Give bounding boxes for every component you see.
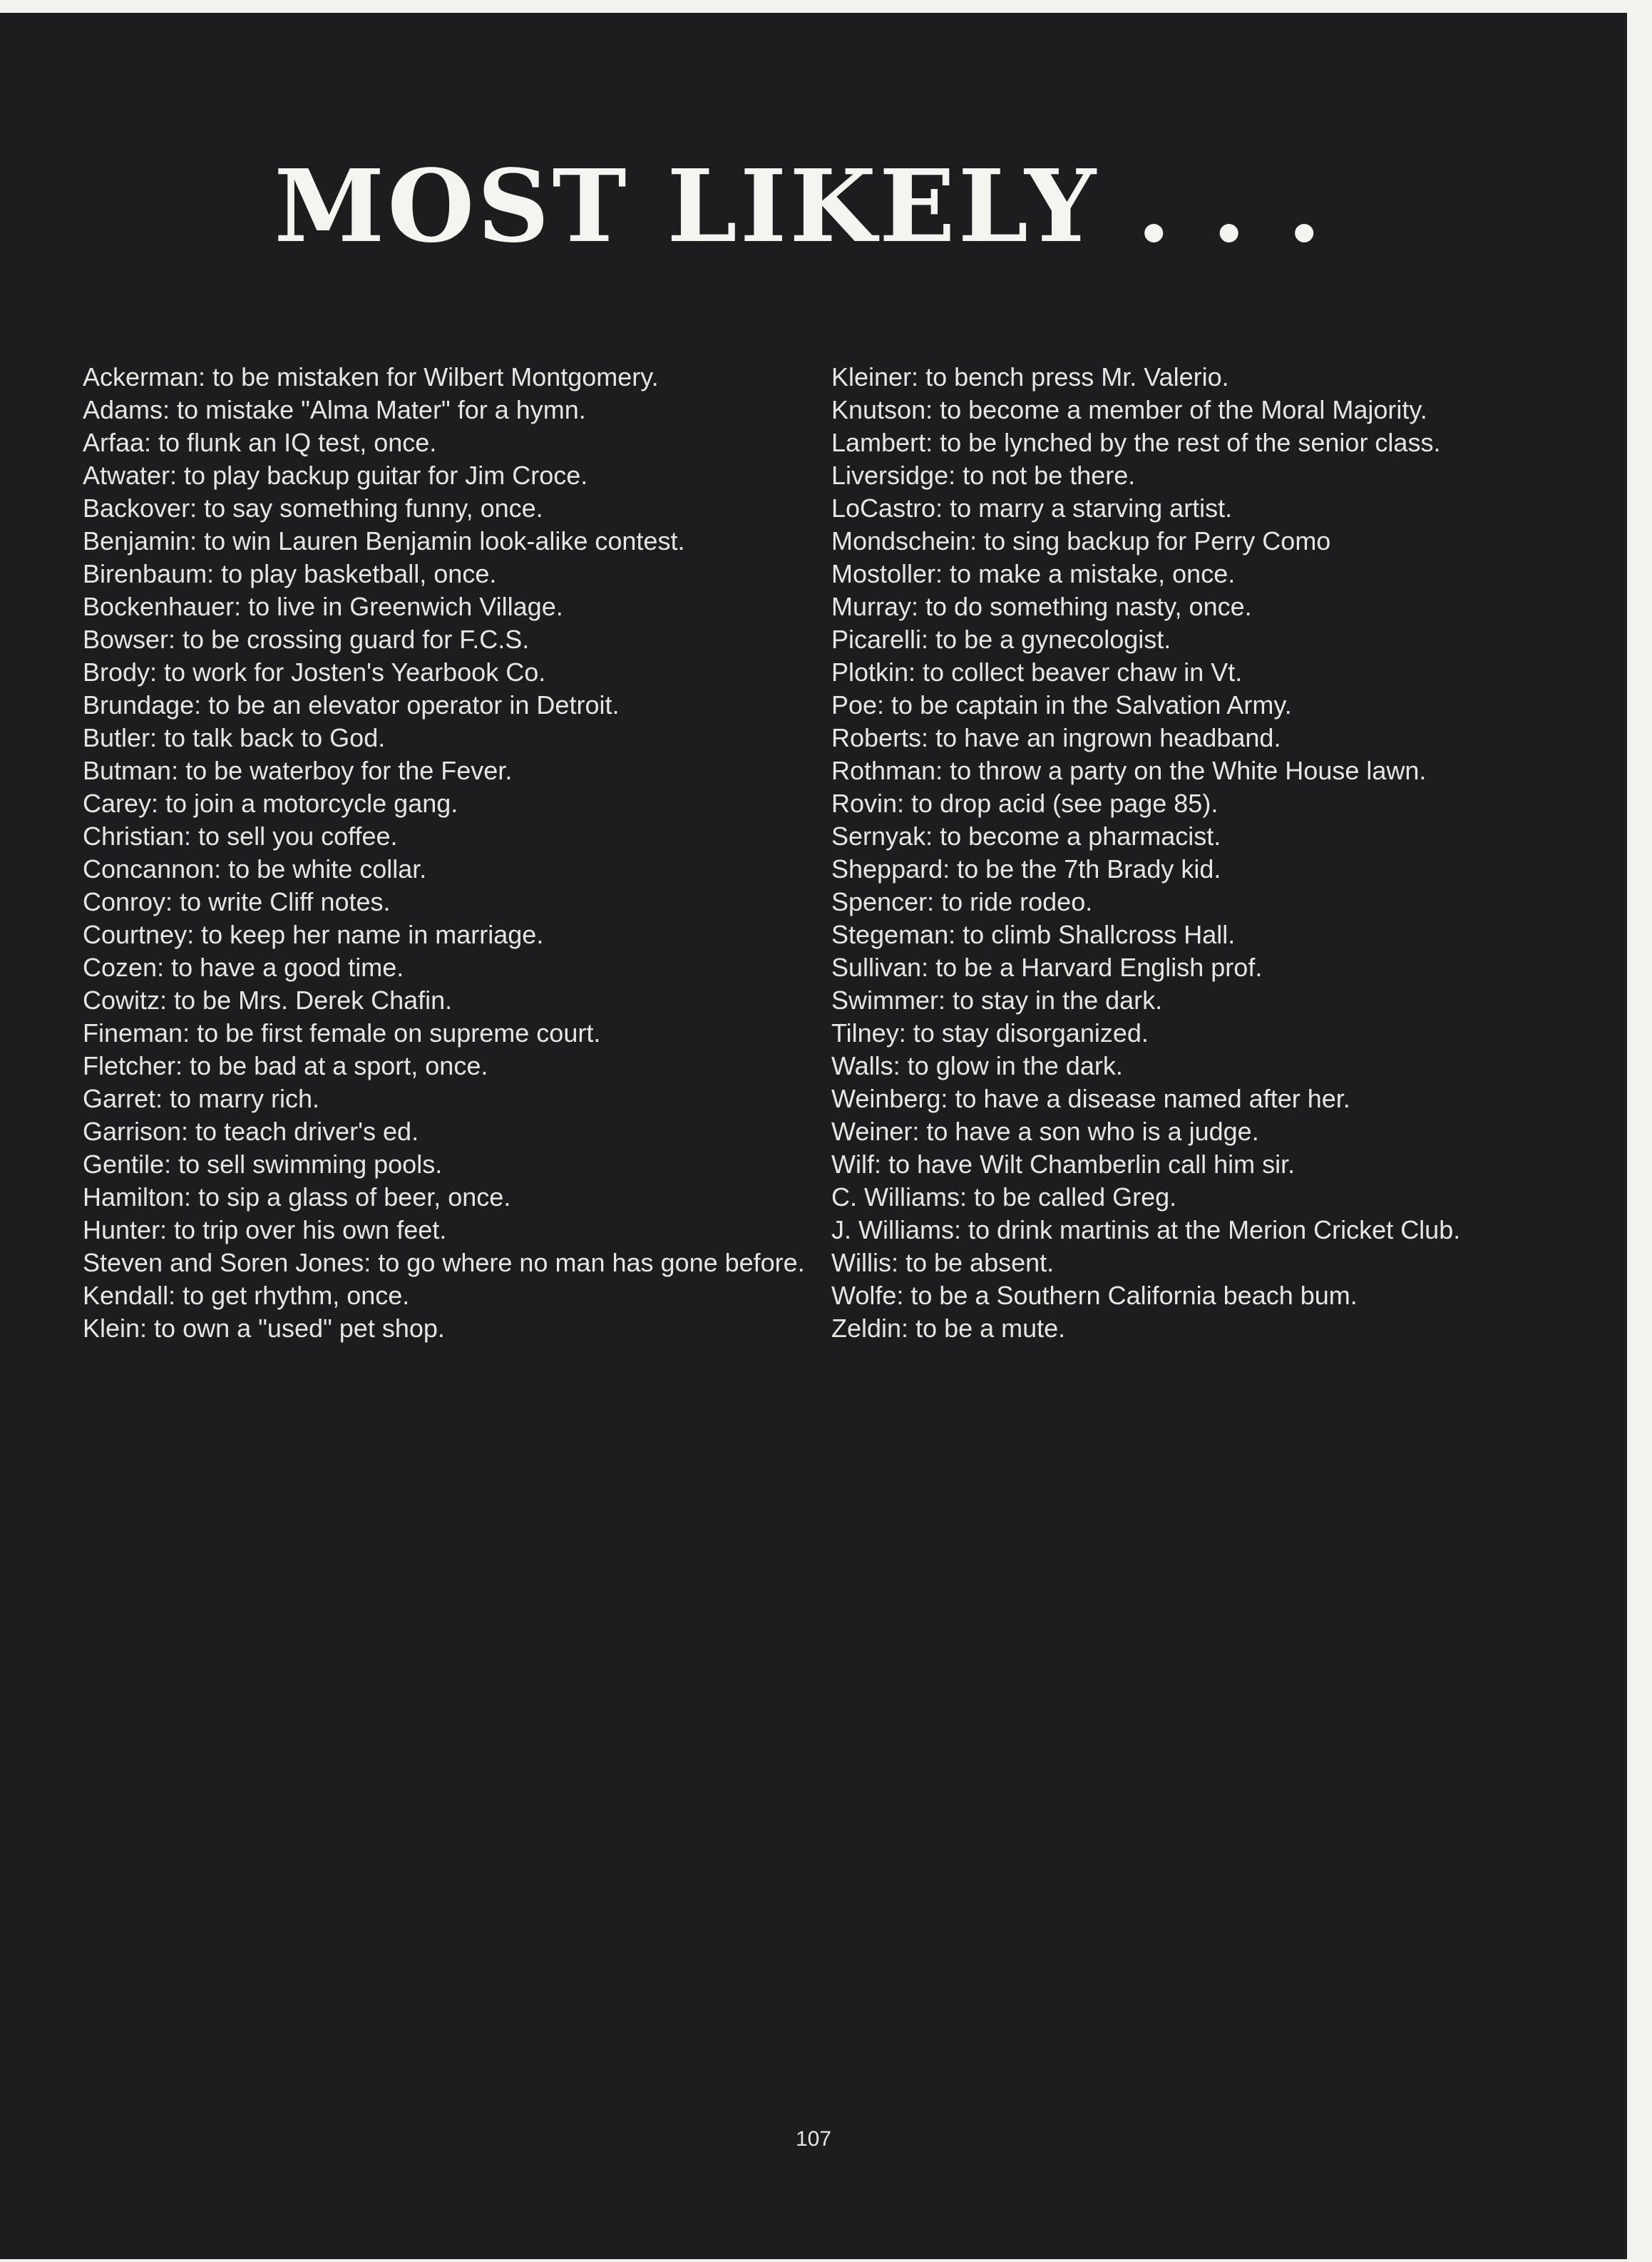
list-item: Klein: to own a "used" pet shop. bbox=[83, 1314, 445, 1343]
list-item: Bowser: to be crossing guard for F.C.S. bbox=[83, 625, 530, 654]
list-item: Adams: to mistake "Alma Mater" for a hymn. bbox=[83, 395, 586, 424]
list-item: Hunter: to trip over his own feet. bbox=[83, 1215, 447, 1244]
page-title bbox=[0, 148, 1627, 265]
list-item: Sheppard: to be the 7th Brady kid. bbox=[831, 854, 1221, 884]
list-item: Spencer: to ride rodeo. bbox=[831, 887, 1093, 916]
list-item: Cozen: to have a good time. bbox=[83, 953, 404, 982]
list-item: Rovin: to drop acid (see page 85). bbox=[831, 789, 1219, 818]
right-column-list bbox=[831, 361, 1587, 1345]
list-item: Weiner: to have a son who is a judge. bbox=[831, 1117, 1259, 1146]
list-item: Picarelli: to be a gynecologist. bbox=[831, 625, 1171, 654]
list-item: Arfaa: to flunk an IQ test, once. bbox=[83, 428, 437, 457]
list-item: Fletcher: to be bad at a sport, once. bbox=[83, 1051, 488, 1080]
list-item: Birenbaum: to play basketball, once. bbox=[83, 559, 497, 588]
list-item: Butman: to be waterboy for the Fever. bbox=[83, 756, 513, 785]
list-item: Fineman: to be first female on supreme court. bbox=[83, 1018, 601, 1048]
list-item: Wilf: to have Wilt Chamberlin call him sir. bbox=[831, 1150, 1296, 1179]
list-item: Sernyak: to become a pharmacist. bbox=[831, 822, 1221, 851]
list-item: Mondschein: to sing backup for Perry Como bbox=[831, 526, 1331, 556]
list-item: Liversidge: to not be there. bbox=[831, 461, 1136, 490]
list-item: J. Williams: to drink martinis at the Merion Cricket Club. bbox=[831, 1215, 1461, 1244]
list-item: Conroy: to write Cliff notes. bbox=[83, 887, 391, 916]
list-item: Carey: to join a motorcycle gang. bbox=[83, 789, 458, 818]
list-item: Tilney: to stay disorganized. bbox=[831, 1018, 1149, 1048]
list-item: Walls: to glow in the dark. bbox=[831, 1051, 1123, 1080]
list-item: Garrison: to teach driver's ed. bbox=[83, 1117, 419, 1146]
list-item: Butler: to talk back to God. bbox=[83, 723, 386, 752]
list-item: Rothman: to throw a party on the White House lawn. bbox=[831, 756, 1427, 785]
list-item: Sullivan: to be a Harvard English prof. bbox=[831, 953, 1263, 982]
list-item: Cowitz: to be Mrs. Derek Chafin. bbox=[83, 986, 453, 1015]
title-text: MOST LIKELY . . . bbox=[274, 148, 1325, 265]
list-item: Mostoller: to make a mistake, once. bbox=[831, 559, 1236, 588]
list-item: Atwater: to play backup guitar for Jim Croce. bbox=[83, 461, 588, 490]
list-item: Kendall: to get rhythm, once. bbox=[83, 1281, 410, 1310]
list-item: Poe: to be captain in the Salvation Army. bbox=[831, 690, 1292, 720]
list-item: Brody: to work for Josten's Yearbook Co. bbox=[83, 657, 546, 687]
list-item: C. Williams: to be called Greg. bbox=[831, 1182, 1177, 1212]
list-item: Wolfe: to be a Southern California beach bum. bbox=[831, 1281, 1358, 1310]
list-item: Christian: to sell you coffee. bbox=[83, 822, 398, 851]
list-item: Garret: to marry rich. bbox=[83, 1084, 320, 1113]
black-background-panel bbox=[0, 13, 1627, 2259]
list-item: Courtney: to keep her name in marriage. bbox=[83, 920, 544, 949]
list-item: Zeldin: to be a mute. bbox=[831, 1314, 1066, 1343]
list-item: Weinberg: to have a disease named after her. bbox=[831, 1084, 1350, 1113]
list-item: Lambert: to be lynched by the rest of the senior class. bbox=[831, 428, 1441, 457]
list-item: LoCastro: to marry a starving artist. bbox=[831, 493, 1233, 523]
list-item: Swimmer: to stay in the dark. bbox=[831, 986, 1163, 1015]
list-item: Ackerman: to be mistaken for Wilbert Montgomery. bbox=[83, 362, 659, 392]
list-item: Hamilton: to sip a glass of beer, once. bbox=[83, 1182, 511, 1212]
list-item: Backover: to say something funny, once. bbox=[83, 493, 543, 523]
list-item: Bockenhauer: to live in Greenwich Village. bbox=[83, 592, 563, 621]
list-item: Brundage: to be an elevator operator in Detroit. bbox=[83, 690, 620, 720]
left-column-list bbox=[83, 361, 817, 1345]
list-item: Knutson: to become a member of the Moral Majority. bbox=[831, 395, 1427, 424]
list-item: Plotkin: to collect beaver chaw in Vt. bbox=[831, 657, 1243, 687]
list-item: Steven and Soren Jones: to go where no man has gone before. bbox=[83, 1248, 805, 1277]
page-number: 107 bbox=[795, 2127, 832, 2151]
list-item: Willis: to be absent. bbox=[831, 1248, 1055, 1277]
list-item: Benjamin: to win Lauren Benjamin look-alike contest. bbox=[83, 526, 685, 556]
list-item: Concannon: to be white collar. bbox=[83, 854, 427, 884]
list-item: Stegeman: to climb Shallcross Hall. bbox=[831, 920, 1236, 949]
list-item: Kleiner: to bench press Mr. Valerio. bbox=[831, 362, 1229, 392]
list-item: Murray: to do something nasty, once. bbox=[831, 592, 1252, 621]
list-item: Roberts: to have an ingrown headband. bbox=[831, 723, 1281, 752]
list-item: Gentile: to sell swimming pools. bbox=[83, 1150, 443, 1179]
